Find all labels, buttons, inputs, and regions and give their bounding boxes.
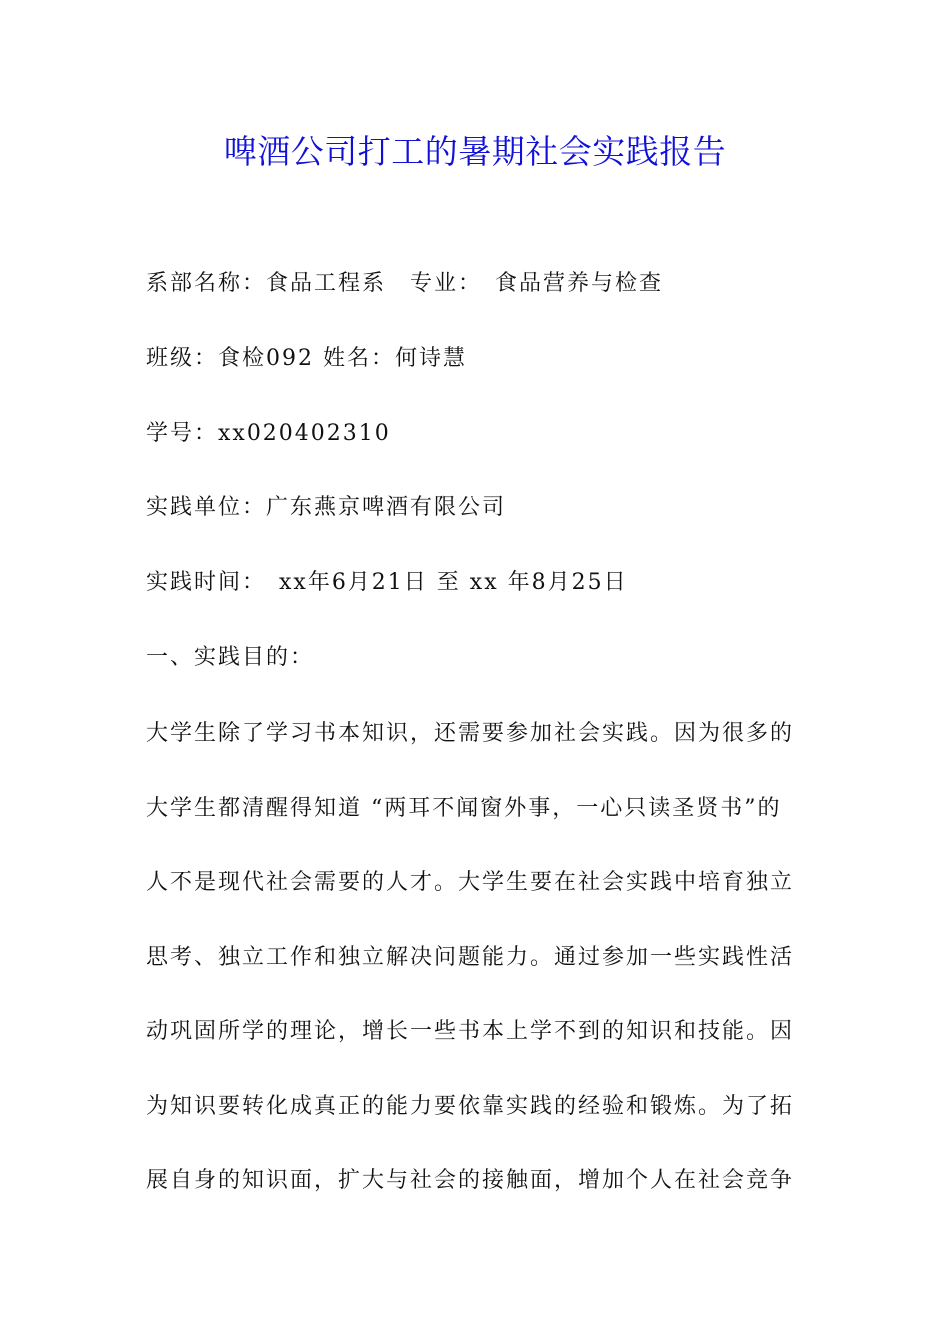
- paragraph-line: 大学生都清醒得知道 “两耳不闻窗外事，一心只读圣贤书”的: [146, 795, 782, 821]
- paragraph-line: 大学生除了学习书本知识，还需要参加社会实践。因为很多的: [146, 721, 795, 746]
- section-heading: 一、实践目的：: [146, 645, 315, 670]
- department-major-line: 系部名称：食品工程系 专业： 食品营养与检查: [146, 271, 664, 296]
- class-name-line: 班级：食检092 姓名：何诗慧: [146, 346, 467, 371]
- document-title: 啤酒公司打工的暑期社会实践报告: [223, 132, 727, 171]
- paragraph-line: 展自身的知识面，扩大与社会的接触面，增加个人在社会竞争: [146, 1168, 795, 1193]
- practice-time-line: 实践时间： xx年6月21日 至 xx 年8月25日: [146, 570, 628, 595]
- paragraph-line: 人不是现代社会需要的人才。大学生要在社会实践中培育独立: [146, 870, 795, 895]
- body-paragraph: [146, 714, 806, 1236]
- paragraph-line: 思考、独立工作和独立解决问题能力。通过参加一些实践性活: [146, 944, 795, 970]
- paragraph-line: 动巩固所学的理论，增长一些书本上学不到的知识和技能。因: [146, 1019, 795, 1044]
- practice-unit-line: 实践单位：广东燕京啤酒有限公司: [146, 495, 507, 520]
- paragraph-line: 为知识要转化成真正的能力要依靠实践的经验和锻炼。为了拓: [146, 1093, 795, 1119]
- student-id-line: 学号：xx020402310: [146, 421, 391, 446]
